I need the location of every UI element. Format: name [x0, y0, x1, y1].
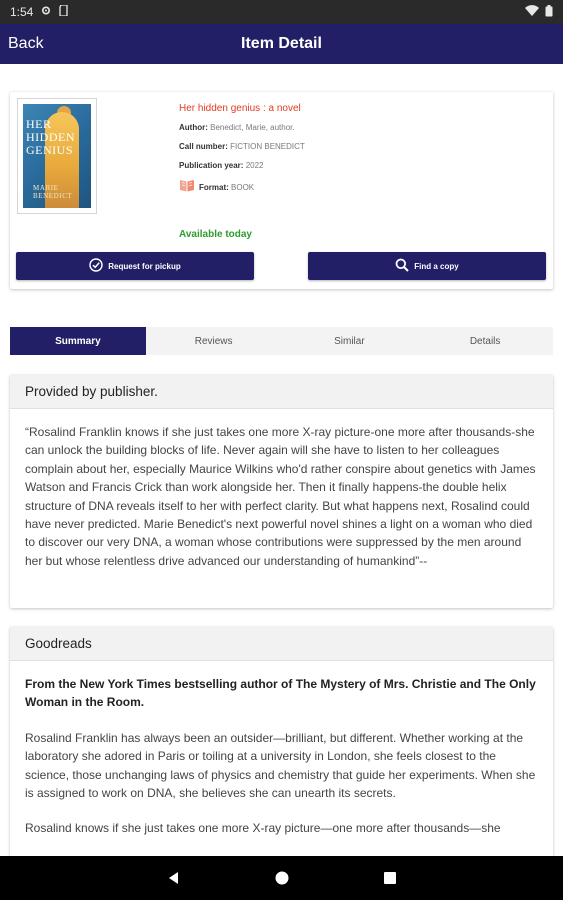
find-copy-button[interactable]: [308, 252, 546, 280]
publication-year-value: 2022: [245, 161, 264, 170]
status-time: 1:54: [10, 5, 34, 19]
book-cover[interactable]: [17, 98, 97, 214]
format-value: BOOK: [231, 182, 255, 192]
format-label: Format:: [199, 182, 229, 192]
status-left: [10, 5, 69, 19]
call-number-value: FICTION BENEDICT: [230, 142, 305, 151]
author-label: Author:: [179, 123, 208, 132]
request-pickup-button[interactable]: [16, 252, 254, 280]
item-card: [10, 92, 553, 289]
status-right: [525, 5, 553, 20]
cover-title-line: GENIUS: [26, 143, 73, 157]
cover-author: MARIE BENEDICT: [33, 184, 73, 200]
goodreads-paragraph: Rosalind knows if she just takes one more X-ray picture—one more after thousands—she: [25, 821, 501, 836]
tab-similar[interactable]: Similar: [334, 335, 365, 347]
format-row: [179, 178, 539, 197]
item-metadata: [179, 102, 539, 197]
goodreads-body: [10, 661, 553, 838]
battery-icon: [545, 5, 553, 20]
find-copy-label: Find a copy: [414, 261, 459, 271]
status-bar: [0, 0, 563, 24]
publication-year-row: [179, 159, 539, 178]
book-cover-art: [23, 104, 91, 208]
cover-title: [26, 118, 90, 157]
cover-title-line: HIDDEN: [26, 130, 75, 144]
page-title: Item Detail: [241, 35, 322, 52]
goodreads-lead: From the New York Times bestselling author of The Mystery of Mrs. Christie and The Only Woman in the Room.: [25, 677, 536, 710]
tab-reviews[interactable]: Reviews: [194, 335, 233, 347]
nav-recents-icon[interactable]: [382, 870, 398, 886]
item-title-link[interactable]: Her hidden genius : a novel: [179, 103, 301, 114]
nav-back-icon[interactable]: [166, 870, 182, 886]
tab-summary[interactable]: Summary: [10, 327, 146, 355]
author-row: [179, 121, 539, 140]
gear-icon: [41, 5, 51, 19]
sd-card-icon: [59, 5, 69, 19]
tab-details[interactable]: Details: [469, 335, 501, 347]
call-number-label: Call number:: [179, 142, 228, 151]
call-number-row: [179, 140, 539, 159]
goodreads-paragraph: Rosalind Franklin has always been an outsider—brilliant, but different. Whether working at the laboratory she adored in Paris or toiling at a university in London, she feels closest to the science, those unchanging laws of physics and chemistry that guide her experiments. When she is assigned to work on DNA, she believes she can unearth its secrets.: [25, 730, 536, 801]
nav-home-icon[interactable]: [274, 870, 290, 886]
publisher-summary-card: [10, 375, 553, 608]
check-circle-icon: [89, 258, 108, 274]
system-nav-bar: [0, 856, 563, 900]
author-value: Benedict, Marie, author.: [210, 123, 295, 132]
app-bar: [0, 24, 563, 64]
availability-status: Available today: [179, 229, 252, 240]
back-button[interactable]: Back: [8, 35, 44, 52]
goodreads-header: Goodreads: [10, 627, 553, 661]
book-icon: [179, 178, 199, 197]
cover-title-line: HER: [26, 117, 52, 131]
request-pickup-label: Request for pickup: [108, 261, 181, 271]
publication-year-label: Publication year:: [179, 161, 244, 170]
search-icon: [395, 258, 414, 274]
publisher-summary-header: Provided by publisher.: [10, 375, 553, 409]
wifi-icon: [525, 5, 539, 19]
goodreads-card: [10, 627, 553, 867]
detail-tabs: [10, 327, 553, 355]
publisher-summary-text: “Rosalind Franklin knows if she just takes one more X-ray picture-one more after thousands-she can unlock the building blocks of life. Never again will she have to listen to her colleagues complain about her, especially Maurice Wilkins who'd rather conspire about genetics with James Watson and Francis Crick than work alongside her. Then it finally happens-the double helix structure of DNA reveals itself to her with perfect clarity. But what happens next, Rosalind could have never predicted. Marie Benedict's next powerful novel shines a light on a woman who died to discover our very DNA, a woman whose contributions were suppressed by the men around her but whose relentless drive advanced our understanding of humankind”--: [25, 425, 536, 568]
